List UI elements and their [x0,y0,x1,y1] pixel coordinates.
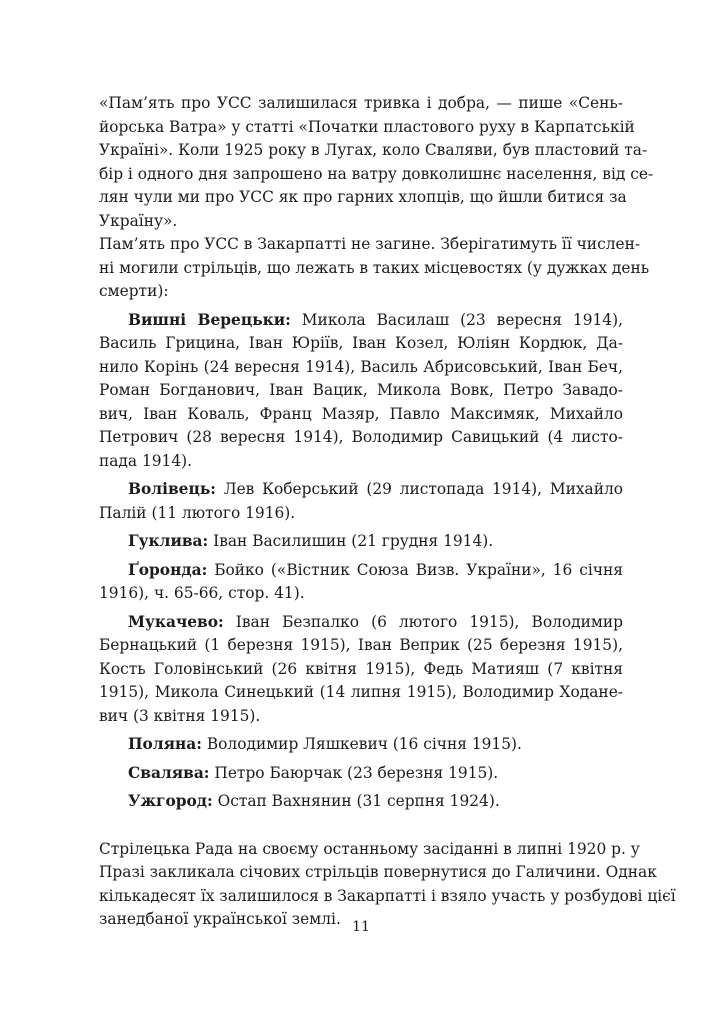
text-line: бір і одного дня запрошено на ватру довколишнє населення, від се- [99,164,654,183]
text-line: йорська Ватра» у статті «Початки пластового руху в Карпатській [99,117,635,136]
place-text: Іван Василишин (21 грудня 1914). [213,532,494,550]
paragraph-closing [99,838,676,932]
text-line: Василь Грицина, Іван Юріїв, Іван Козел, Юліян Кордюк, Да- [99,334,623,352]
place-text: Володимир Ляшкевич (16 січня 1915). [206,735,522,753]
text-line: Україні». Коли 1925 року в Лугах, коло Сваляви, був пластовий та- [99,141,648,159]
place-entry [99,762,623,786]
place-name: Ужгород: [128,792,213,810]
place-name: Гуклива: [128,532,209,550]
text-line: нило Корінь (24 вересня 1914), Василь Абрисовський, Іван Беч, [99,357,623,376]
text-line: Кость Головінський (26 квітня 1915), Федь Матияш (7 квітня [99,659,623,678]
text-line: ні могили стрільців, що лежать в таких місцевостях (у дужках день [99,258,650,277]
text-line: вич (3 квітня 1915). [99,706,261,725]
text-line: 1916), ч. 65-66, стор. 41). [99,584,305,602]
text-line: «Пам’ять про УСС залишилася тривка і добра, — пише «Сень- [99,94,623,112]
graves-list [99,309,623,814]
text-line [99,733,623,757]
text-line: Палій (11 лютого 1916). [99,503,296,522]
text-line [99,478,623,502]
place-entry [99,790,623,814]
place-text: Петро Баюрчак (23 березня 1915). [214,763,499,782]
text-line: Пам’ять про УСС в Закарпатті не загине. Зберігатимуть її числен- [99,235,641,253]
spacer [99,814,623,838]
text-line [99,530,623,554]
text-line: Бернацький (1 березня 1915), Іван Веприк (25 березня 1915), [99,636,623,654]
place-text: Остап Вахнянин (31 серпня 1924). [217,792,500,810]
text-line: Празі закликала січових стрільців повернутися до Галичини. Однак [99,863,657,881]
place-entry [99,309,623,474]
place-name: Свалява: [128,763,210,782]
place-text: Іван Безпалко (6 лютого 1915), Володимир [235,612,623,631]
text-line: Україну». [99,211,178,230]
paragraph-memory [99,233,650,304]
text-line: вич, Іван Коваль, Франц Мазяр, Павло Максимяк, Михайло [99,404,623,423]
text-line [99,790,623,814]
text-line: Роман Богданович, Іван Вацик, Микола Вовк, Петро Завадо- [99,381,623,399]
place-name: Волівець: [128,480,216,498]
page-number: 11 [352,919,370,935]
place-entry [99,611,623,729]
place-text: Бойко («Вістник Союза Визв. України», 16 січня [214,560,623,579]
page-body [99,92,676,932]
place-text: Лев Коберський (29 листопада 1914), Михайло [223,480,623,498]
text-line [99,309,623,333]
text-line: занедбаної української землі. [99,910,341,928]
place-entry [99,530,623,554]
place-entry [99,559,623,606]
text-line [99,559,623,583]
text-line [99,762,623,786]
text-line: смерти): [99,282,169,300]
place-name: Мукачево: [128,612,224,631]
place-name: Вишні Верецьки: [128,310,291,329]
place-text: Микола Василаш (23 вересня 1914), [301,310,623,329]
place-name: Поляна: [128,735,202,753]
place-entry [99,733,623,757]
text-line: Петрович (28 вересня 1914), Володимир Савицький (4 листо- [99,428,623,446]
text-line: 1915), Микола Синецький (14 липня 1915), Володимир Ходане- [99,683,623,701]
text-line: кількадесят їх залишилося в Закарпатті і взяло участь у розбудові цієї [99,886,676,905]
text-line [99,611,623,635]
paragraph-quote [99,92,654,233]
text-line: Стрілецька Рада на своєму останньому засіданні в липні 1920 р. у [99,839,640,858]
place-entry [99,478,623,525]
place-name: Ґоронда: [128,560,208,579]
text-line: лян чули ми про УСС як про гарних хлопців, що йшли битися за [99,188,627,206]
text-line: пада 1914). [99,451,193,470]
